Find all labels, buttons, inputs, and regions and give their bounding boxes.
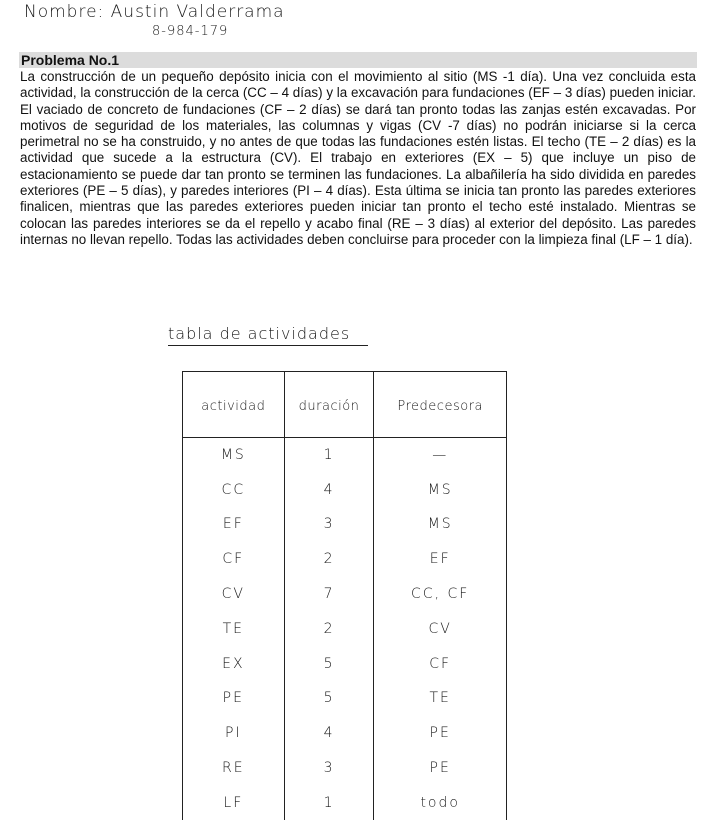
cell-duration: 1 xyxy=(284,785,374,820)
activity-table xyxy=(182,371,507,820)
cell-activity: PE xyxy=(222,690,244,707)
header-predecesora: Predecesora xyxy=(374,372,507,438)
cell-duration: 4 xyxy=(284,472,374,507)
cell-activity: EF xyxy=(222,516,244,533)
cell-predecessor: CV xyxy=(374,611,507,646)
table-header-row xyxy=(183,372,507,438)
cell-duration: 3 xyxy=(284,751,374,786)
cell-predecessor: CC, CF xyxy=(374,577,507,612)
cell-duration: 3 xyxy=(284,507,374,542)
cell-predecessor: PE xyxy=(374,751,507,786)
cell-activity: PI xyxy=(225,725,242,742)
table-row xyxy=(183,507,507,542)
cell-activity: CV xyxy=(221,586,245,603)
table-row xyxy=(183,681,507,716)
cell-duration: 7 xyxy=(284,577,374,612)
cell-activity: MS xyxy=(220,447,246,464)
problem-block xyxy=(19,52,697,248)
cell-duration: 4 xyxy=(284,716,374,751)
cell-duration: 5 xyxy=(284,681,374,716)
cell-activity: CC xyxy=(221,481,246,498)
table-row xyxy=(183,716,507,751)
cell-predecessor: EF xyxy=(374,542,507,577)
table-row xyxy=(183,472,507,507)
problem-text: La construcción de un pequeño depósito inicia con el movimiento al sitio (MS -1 día). Una vez concluida esta actividad, la construcción de la cerca (CC – 4 días) y la excavación para fundaciones (EF – 3 días) pueden iniciar. El vaciado de concreto de fundaciones (CF – 2 días) se dará tan pronto todas las zanjas estén excavadas. Por motivos de seguridad de los materiales, las columnas y vigas (CV -7 días) no podrán iniciarse si la cerca perimetral no se ha construido, y no antes de que todas las fundaciones estén listas. El techo (TE – 2 días) es la actividad que sucede a la estructura (CV). El trabajo en exteriores (EX – 5) que incluye un piso de estacionamiento se puede dar tan pronto se terminen las fundaciones. La albañilería ha sido dividida en paredes exteriores (PE – 5 días), y paredes interiores (PI – 4 días). Esta última se inicia tan pronto las paredes exteriores finalicen, mientras que las paredes exteriores pueden iniciar tan pronto el techo esté instalado. Mientras se colocan las paredes interiores se da el repello y acabo final (RE – 3 días) al exterior del depósito. Las paredes internas no llevan repello. Todas las actividades deben concluirse para proceder con la limpieza final (LF – 1 día). xyxy=(20,69,696,247)
problem-title: Problema No.1 xyxy=(19,52,697,68)
table-row xyxy=(183,785,507,820)
cell-activity: TE xyxy=(222,620,245,637)
cell-predecessor: todo xyxy=(374,785,507,820)
table-row xyxy=(183,751,507,786)
cell-predecessor: TE xyxy=(374,681,507,716)
cell-duration: 2 xyxy=(284,611,374,646)
table-row xyxy=(183,646,507,681)
table-row xyxy=(183,438,507,473)
table-title: tabla de actividades xyxy=(168,324,368,346)
header-actividad: actividad xyxy=(183,372,285,438)
student-name: Nombre: Austin Valderrama xyxy=(24,2,285,22)
cell-predecessor: — xyxy=(374,438,507,473)
cell-predecessor: PE xyxy=(374,716,507,751)
cell-duration: 1 xyxy=(284,438,374,473)
cell-activity: EX xyxy=(222,655,245,672)
student-id: 8-984-179 xyxy=(152,24,229,39)
cell-activity: LF xyxy=(223,794,244,811)
table-row xyxy=(183,611,507,646)
cell-duration: 2 xyxy=(284,542,374,577)
table-row xyxy=(183,542,507,577)
cell-duration: 5 xyxy=(284,646,374,681)
cell-predecessor: MS xyxy=(374,472,507,507)
header-duracion: duración xyxy=(284,372,374,438)
table-row xyxy=(183,577,507,612)
cell-predecessor: MS xyxy=(374,507,507,542)
cell-activity: CF xyxy=(222,551,245,568)
cell-predecessor: CF xyxy=(374,646,507,681)
cell-activity: RE xyxy=(222,760,245,777)
